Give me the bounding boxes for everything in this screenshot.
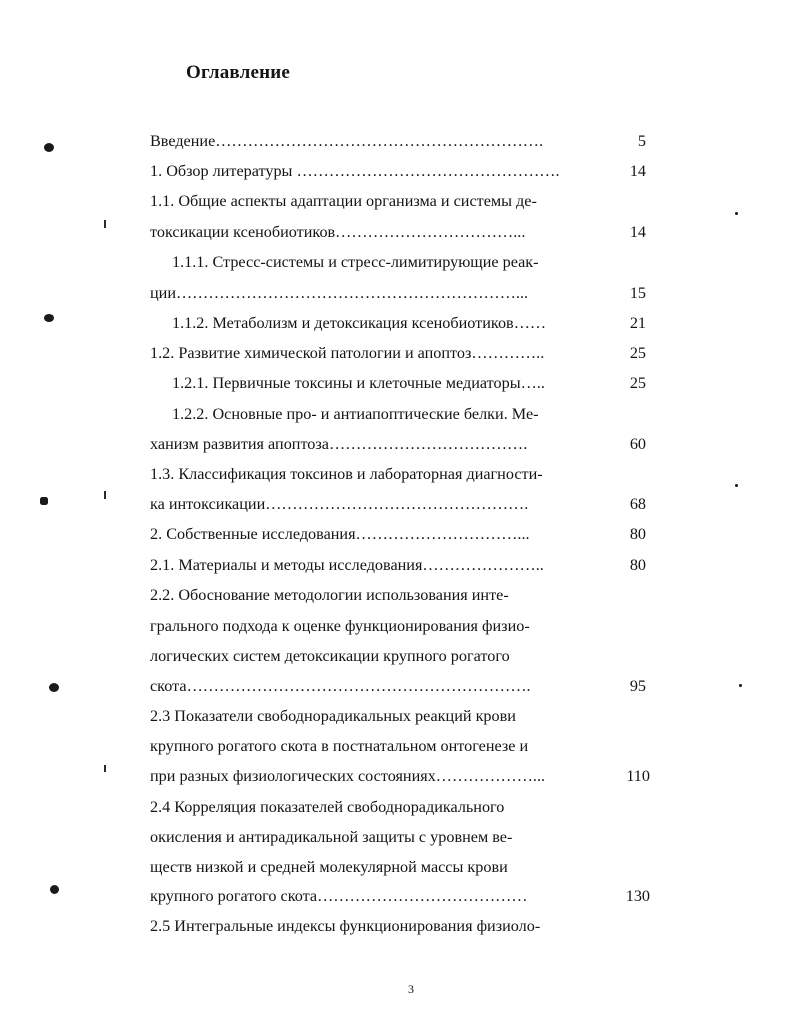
toc-line: 1.2.1. Первичные токсины и клеточные медиаторы…..	[172, 374, 545, 392]
toc-line: 1.1.1. Стресс-системы и стресс-лимитирующие реак-	[172, 253, 539, 271]
toc-page-number: 60	[629, 435, 646, 453]
scan-mark	[104, 220, 106, 228]
toc-page-number: 68	[629, 495, 646, 513]
toc-line: крупного рогатого скота в постнатальном онтогенезе и	[150, 737, 529, 755]
toc-line: 2.1. Материалы и методы исследования…………………..	[150, 556, 544, 574]
scan-speck	[49, 683, 59, 692]
toc-page-number: 25	[629, 344, 646, 362]
toc-line: 1.1. Общие аспекты адаптации организма и системы де-	[150, 192, 537, 210]
scan-speck	[44, 143, 54, 152]
toc-page-number: 15	[629, 284, 646, 302]
scan-speck	[735, 212, 738, 215]
toc-line: 1.2. Развитие химической патологии и апоптоз…………..	[150, 344, 545, 362]
page-title: Оглавление	[186, 62, 291, 83]
toc-line: ции………………………………………………………...	[150, 284, 529, 302]
toc-line: 1.3. Классификация токсинов и лабораторная диагности-	[150, 465, 543, 483]
toc-line: крупного рогатого скота…………………………………	[150, 887, 528, 905]
toc-line: 2.4 Корреляция показателей свободнорадикального	[150, 798, 505, 816]
toc-page-number: 130	[625, 887, 650, 905]
toc-page-number: 25	[629, 374, 646, 392]
page-number: 3	[408, 982, 414, 996]
toc-line: при разных физиологических состояниях………………...	[150, 767, 546, 785]
scan-speck	[735, 484, 738, 487]
toc-page-number: 14	[629, 162, 646, 180]
toc-line: 2.3 Показатели свободнорадикальных реакций крови	[150, 707, 516, 725]
scan-speck	[50, 885, 59, 894]
toc-line: 1.2.2. Основные про- и антиапоптические белки. Ме-	[172, 405, 539, 423]
toc-page-number: 95	[629, 677, 646, 695]
toc-line: 1.1.2. Метаболизм и детоксикация ксенобиотиков……	[172, 314, 547, 332]
toc-page-number: 80	[629, 556, 646, 574]
scan-speck	[44, 314, 54, 322]
scan-mark	[104, 765, 106, 772]
toc-page-number: 5	[637, 132, 646, 150]
toc-line: 2.5 Интегральные индексы функционирования физиоло-	[150, 917, 541, 935]
toc-line: логических систем детоксикации крупного рогатого	[150, 647, 510, 665]
toc-line: токсикации ксенобиотиков……………………………...	[150, 223, 526, 241]
toc-line: ханизм развития апоптоза……………………………….	[150, 435, 528, 453]
toc-line: 2.2. Обоснование методологии использования инте-	[150, 586, 509, 604]
toc-line: Введение…………………………………………………….	[150, 132, 544, 150]
toc-line: скота……………………………………………………….	[150, 677, 531, 695]
scan-mark	[104, 491, 106, 499]
toc-line: 1. Обзор литературы ………………………………………….	[150, 162, 560, 180]
toc-line: окисления и антирадикальной защиты с уровнем ве-	[150, 828, 513, 846]
toc-page-number: 14	[629, 223, 646, 241]
toc-line: ществ низкой и средней молекулярной массы крови	[150, 858, 508, 876]
toc-line: грального подхода к оценке функционирования физио-	[150, 617, 530, 635]
scan-speck	[40, 497, 48, 505]
toc-page-number: 21	[629, 314, 646, 332]
toc-page-number: 110	[626, 767, 650, 785]
toc-page-number: 80	[629, 525, 646, 543]
toc-line: 2. Собственные исследования…………………………...	[150, 525, 530, 543]
toc-line: ка интоксикации………………………………………….	[150, 495, 529, 513]
scan-speck	[739, 684, 742, 687]
